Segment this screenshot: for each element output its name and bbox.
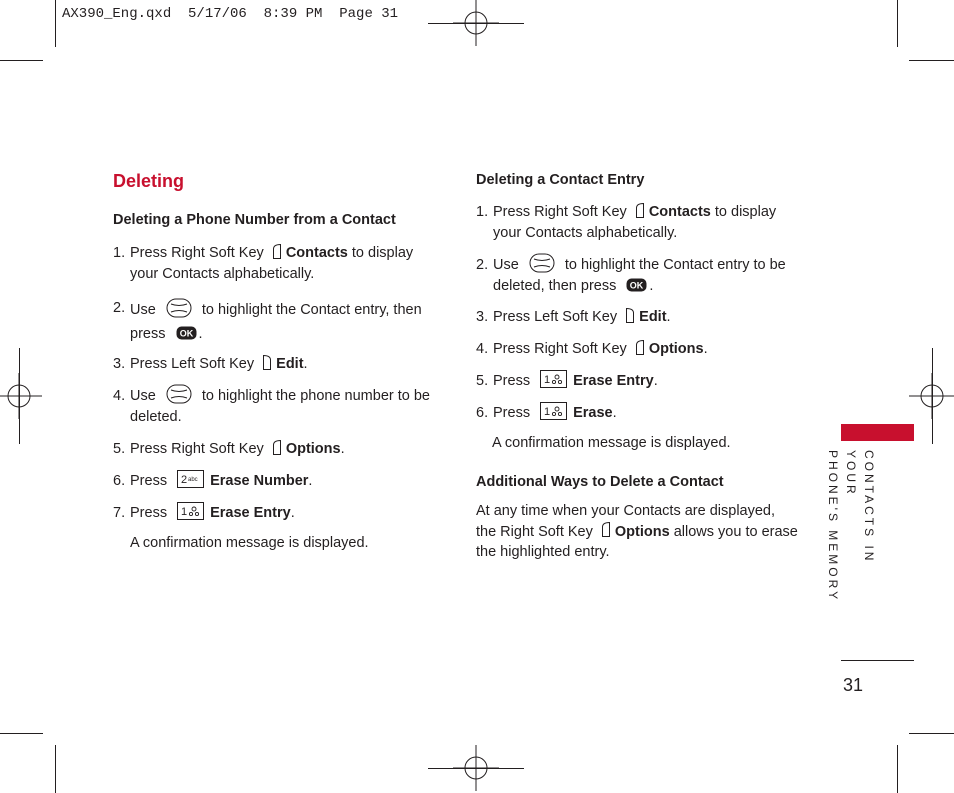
step-5 [476, 371, 806, 392]
step-text: . [198, 326, 203, 342]
step-1 [476, 202, 806, 243]
menu-name: Edit [639, 309, 667, 325]
crop-mark [19, 348, 20, 444]
step-number: 3. [113, 356, 126, 372]
menu-name: Erase [573, 405, 613, 421]
slug-line: AX390_Eng.qxd 5/17/06 8:39 PM Page 31 [62, 6, 399, 22]
step-6 [476, 403, 806, 424]
right-soft-key-icon [601, 521, 611, 538]
key-1-icon [177, 502, 204, 520]
section-tab-label [826, 450, 878, 610]
right-soft-key-icon [635, 339, 645, 356]
key-2-icon [177, 470, 204, 488]
crop-mark [897, 0, 898, 47]
crop-mark [428, 768, 524, 769]
step-text: . [703, 341, 708, 357]
step-4 [476, 339, 806, 360]
step-text: Press [130, 473, 172, 489]
step-number: 6. [476, 405, 489, 421]
ok-key-icon [176, 326, 197, 340]
subsection-title: Deleting a Contact Entry [476, 172, 645, 188]
page-number: 31 [843, 675, 864, 695]
step-text: Press [493, 405, 535, 421]
step-number: 6. [113, 473, 126, 489]
crop-mark [0, 60, 43, 61]
step-number: 5. [113, 441, 126, 457]
section-tab [841, 424, 914, 441]
crop-mark [909, 60, 954, 61]
menu-name: Erase Entry [210, 505, 291, 521]
menu-name: Contacts [648, 204, 711, 220]
step-text: to highlight the Contact entry to be deleted, then press [493, 257, 786, 294]
menu-name: Erase Number [210, 473, 309, 489]
key-1-icon [540, 370, 567, 388]
step-text: . [308, 473, 313, 489]
paragraph-text: At any time when your Contacts are displayed, the Right Soft Key [476, 503, 776, 540]
additional-paragraph [476, 501, 798, 563]
menu-name: Options [285, 441, 341, 457]
right-soft-key-icon [635, 202, 645, 219]
step-text: Press [130, 505, 172, 521]
step-6 [113, 471, 443, 492]
page-number-rule [841, 660, 914, 661]
key-digit: 1 [181, 506, 188, 519]
menu-name: Erase Entry [573, 373, 654, 389]
step-3 [476, 307, 806, 328]
step-number: 4. [476, 341, 489, 357]
confirmation-note: A confirmation message is displayed. [130, 535, 369, 551]
step-text: Use [130, 302, 160, 318]
crop-mark [55, 0, 56, 47]
key-digit: 1 [544, 406, 551, 419]
key-1-icon [540, 402, 567, 420]
key-digit: 2 [181, 474, 188, 487]
step-number: 2. [476, 257, 489, 273]
step-4 [113, 386, 443, 427]
key-digit: 1 [544, 374, 551, 387]
step-number: 4. [113, 388, 126, 404]
step-number: 7. [113, 505, 126, 521]
step-text: to highlight the Contact entry, then press [130, 302, 422, 342]
step-2 [113, 298, 443, 346]
right-soft-key-icon [272, 243, 282, 260]
left-soft-key-icon [262, 354, 272, 371]
step-number: 5. [476, 373, 489, 389]
step-number: 2. [113, 300, 126, 316]
step-number: 3. [476, 309, 489, 325]
nav-key-icon [529, 253, 555, 273]
nav-key-icon [166, 298, 192, 318]
ok-key-label: OK [179, 328, 193, 339]
section-title: Deleting [113, 171, 185, 191]
step-text: . [612, 405, 617, 421]
step-text: Press Left Soft Key [130, 356, 259, 372]
step-7 [113, 503, 443, 524]
key-letters: abc [188, 477, 198, 484]
paragraph-text: allows you to erase the highlighted entry. [476, 523, 798, 560]
crop-mark [55, 745, 56, 793]
nav-key-icon [166, 384, 192, 404]
subsection-title: Deleting a Phone Number from a Contact [113, 212, 396, 228]
step-text: Press Right Soft Key [493, 341, 631, 357]
step-text: . [303, 356, 308, 372]
crop-mark [897, 745, 898, 793]
step-number: 1. [113, 245, 126, 261]
step-text: to display your Contacts alphabetically. [130, 245, 414, 282]
menu-name: Options [648, 341, 704, 357]
menu-name: Contacts [285, 245, 348, 261]
crop-mark [0, 733, 43, 734]
step-number: 1. [476, 204, 489, 220]
step-text: . [649, 277, 654, 294]
step-text: . [290, 505, 295, 521]
step-5 [113, 439, 443, 460]
ok-key-label: OK [630, 280, 644, 291]
section-tab-line-2: PHONE'S MEMORY [826, 450, 840, 603]
left-soft-key-icon [625, 307, 635, 324]
step-text: . [666, 309, 671, 325]
crop-mark [909, 733, 954, 734]
step-text: Use [493, 257, 523, 273]
registration-mark-icon [0, 373, 42, 419]
step-text: Press Right Soft Key [130, 245, 268, 261]
step-text: Use [130, 388, 160, 404]
subsection-title: Additional Ways to Delete a Contact [476, 474, 724, 490]
step-text: Press Right Soft Key [493, 204, 631, 220]
step-3 [113, 354, 443, 375]
step-text: Press Left Soft Key [493, 309, 622, 325]
step-text: Press [493, 373, 535, 389]
ok-key-icon [626, 278, 647, 292]
section-tab-line-1: CONTACTS IN YOUR [844, 450, 876, 564]
step-text: to display your Contacts alphabetically. [493, 204, 777, 241]
step-text: . [653, 373, 658, 389]
step-text: to highlight the phone number to be deleted. [130, 388, 430, 425]
menu-name: Options [614, 523, 670, 540]
step-1 [113, 243, 443, 284]
step-text: . [340, 441, 345, 457]
confirmation-note: A confirmation message is displayed. [492, 435, 731, 451]
menu-name: Edit [276, 356, 304, 372]
step-text: Press Right Soft Key [130, 441, 268, 457]
crop-mark [428, 23, 524, 24]
crop-mark [932, 348, 933, 444]
right-soft-key-icon [272, 439, 282, 456]
step-2 [476, 255, 806, 296]
